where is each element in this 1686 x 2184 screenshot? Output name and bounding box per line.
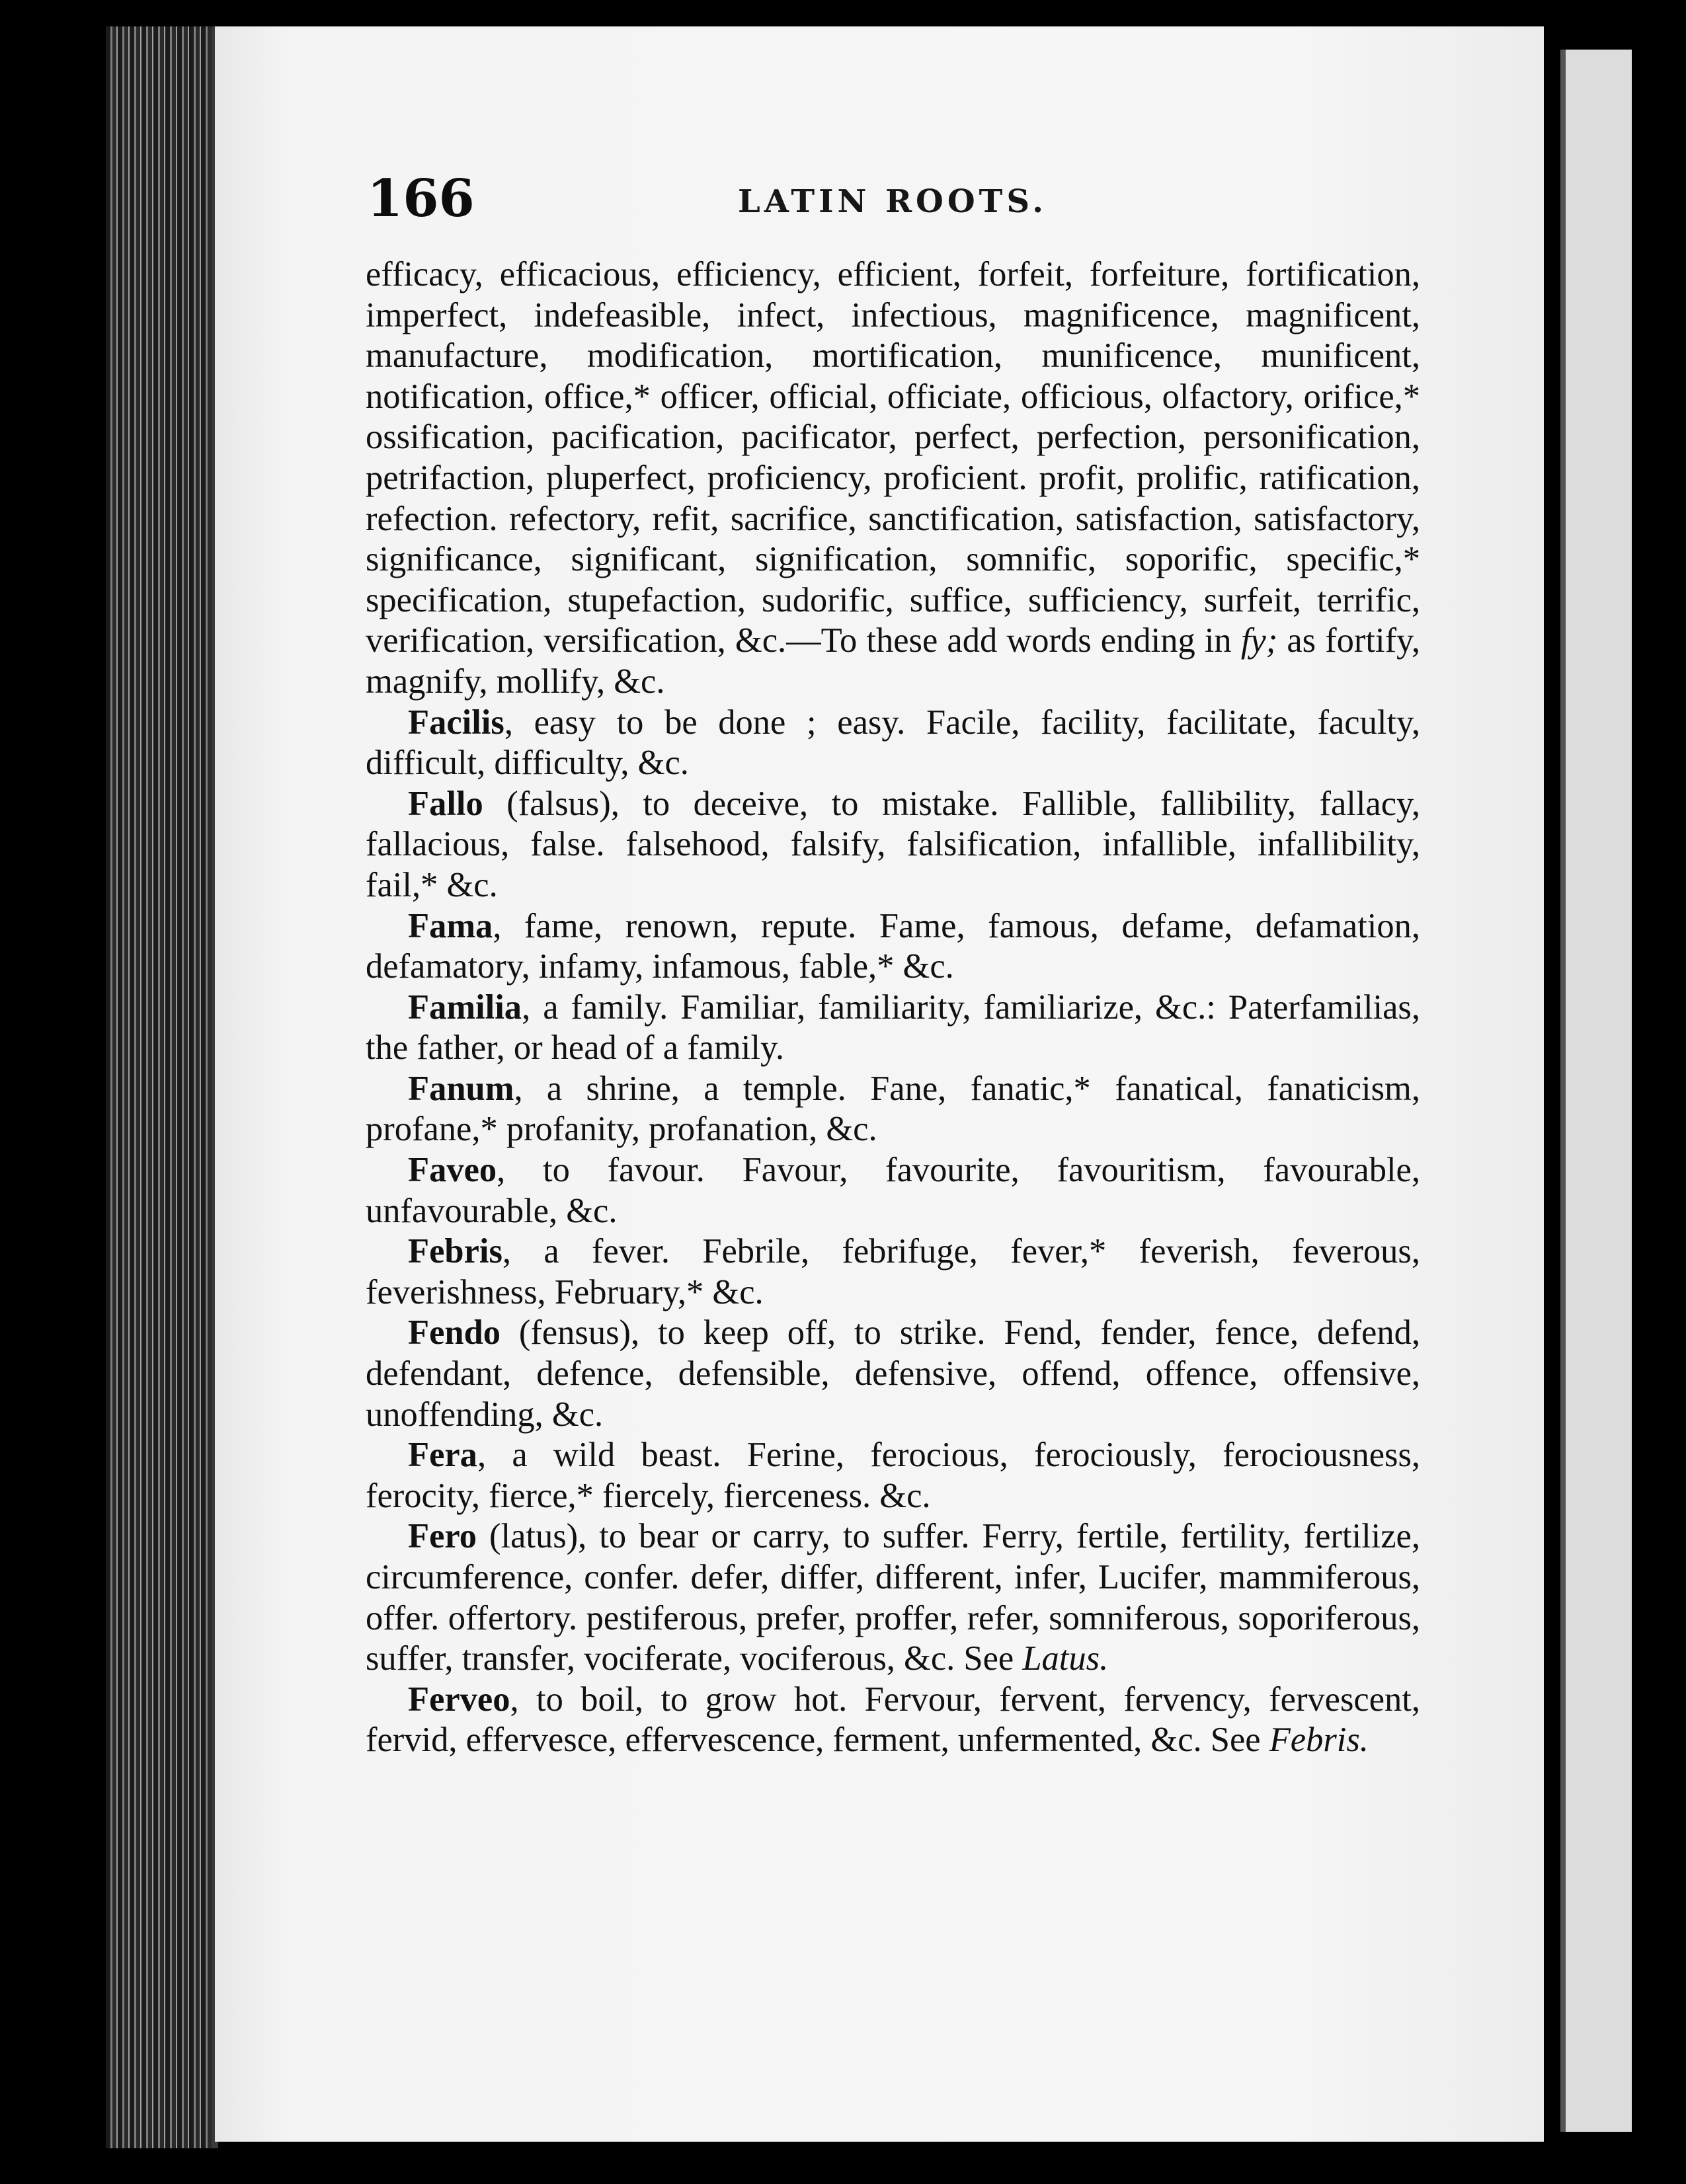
entry-text: (fensus), to keep off, to strike. Fend, fender, fence, defend, defendant, defence, defensible, defensive, offend, offence, offensive, unoffending, &c. bbox=[366, 1313, 1420, 1434]
entry-see-reference: Febris. bbox=[1269, 1721, 1369, 1760]
entry-ferveo bbox=[366, 1680, 1420, 1761]
continuation-tail-italic: fy; bbox=[1240, 621, 1278, 660]
entry-text: , easy to be done ; easy. Facile, facility, facilitate, faculty, difficult, difficulty, &c. bbox=[366, 703, 1420, 783]
entry-fera bbox=[366, 1435, 1420, 1516]
entry-root: Fanum bbox=[408, 1069, 514, 1108]
facing-page-edge bbox=[1560, 50, 1632, 2132]
entry-text: , a wild beast. Ferine, ferocious, ferociously, ferociousness, ferocity, fierce,* fiercely, fierceness. &c. bbox=[366, 1436, 1420, 1515]
book-page bbox=[215, 26, 1544, 2142]
entry-fallo bbox=[366, 784, 1420, 906]
continuation-paragraph bbox=[366, 254, 1420, 703]
continuation-tail-post: as fortify, magnify, mollify, &c. bbox=[366, 621, 1421, 701]
entry-fendo bbox=[366, 1313, 1420, 1435]
entry-root: Fera bbox=[408, 1436, 477, 1475]
entry-root: Facilis bbox=[408, 703, 504, 742]
entry-familia bbox=[366, 988, 1420, 1069]
running-head: LATIN ROOTS. bbox=[737, 183, 1048, 220]
entry-root: Febris bbox=[408, 1232, 502, 1271]
entry-text: , to boil, to grow hot. Fervour, fervent, fervency, fervescent, fervid, effervesce, effervescence, ferment, unfermented, &c. See bbox=[366, 1680, 1420, 1760]
entry-fero bbox=[366, 1516, 1420, 1679]
entry-text: , fame, renown, repute. Fame, famous, defame, defamation, defamatory, infamy, infamous, fable,* &c. bbox=[366, 906, 1420, 986]
entry-febris bbox=[366, 1231, 1420, 1313]
entry-root: Fero bbox=[408, 1517, 477, 1556]
entry-text: , a shrine, a temple. Fane, fanatic,* fanatical, fanaticism, profane,* profanity, profanation, &c. bbox=[366, 1069, 1420, 1149]
entry-text: (falsus), to deceive, to mistake. Fallible, fallibility, fallacy, fallacious, false. falsehood, falsify, falsification, infallible, infallibility, fail,* &c. bbox=[366, 784, 1420, 904]
entry-root: Fama bbox=[408, 906, 493, 945]
continuation-tail-pre: in bbox=[1204, 621, 1241, 660]
entry-root: Faveo bbox=[408, 1151, 497, 1190]
entry-root: Familia bbox=[408, 988, 522, 1027]
entry-fama bbox=[366, 906, 1420, 988]
entry-root: Fallo bbox=[408, 784, 483, 823]
entry-text: (latus), to bear or carry, to suffer. Ferry, fertile, fertility, fertilize, circumference, confer. defer, differ, different, infer, Lucifer, mammiferous, offer. offertory. pestiferous, prefer, proffer, refer, somniferous, soporiferous, suffer, transfer, vociferate, vociferous, &c. See bbox=[366, 1517, 1420, 1678]
page-number: 166 bbox=[367, 169, 475, 229]
entry-root: Ferveo bbox=[408, 1680, 510, 1719]
continuation-text: efficacy, efficacious, efficiency, efficient, forfeit, forfeiture, fortification, imperfect, indefeasible, infect, infectious, magnificence, magnificent, manufacture, modification, mortification, munificence, munificent, notification, office,* officer, official, officiate, officious, olfactory, orifice,* ossification, pacification, pacificator, perfect, perfection, personification, petrifaction, pluperfect, proficiency, proficient. profit, prolific, ratification, refection. refectory, refit, sacrifice, sanctification, satisfaction, satisfactory, significance, significant, signification, somnific, soporific, specific,* specification, stupefaction, sudorific, suffice, sufficiency, surfeit, terrific, verification, versification, &c.—To these add words ending bbox=[366, 255, 1420, 660]
body-text bbox=[366, 254, 1420, 1761]
entry-root: Fendo bbox=[408, 1313, 501, 1352]
page-header bbox=[367, 169, 1418, 248]
entry-see-reference: Latus. bbox=[1022, 1639, 1109, 1678]
entry-facilis bbox=[366, 703, 1420, 784]
entry-text: , a fever. Febrile, febrifuge, fever,* feverish, feverous, feverishness, February,* &c. bbox=[366, 1232, 1420, 1311]
entry-faveo bbox=[366, 1150, 1420, 1231]
entry-text: , to favour. Favour, favourite, favouritism, favourable, unfavourable, &c. bbox=[366, 1151, 1420, 1230]
page-edge-stack bbox=[106, 26, 218, 2148]
entry-fanum bbox=[366, 1069, 1420, 1150]
entry-text: , a family. Familiar, familiarity, familiarize, &c.: Paterfamilias, the father, or head of a family. bbox=[366, 988, 1420, 1068]
